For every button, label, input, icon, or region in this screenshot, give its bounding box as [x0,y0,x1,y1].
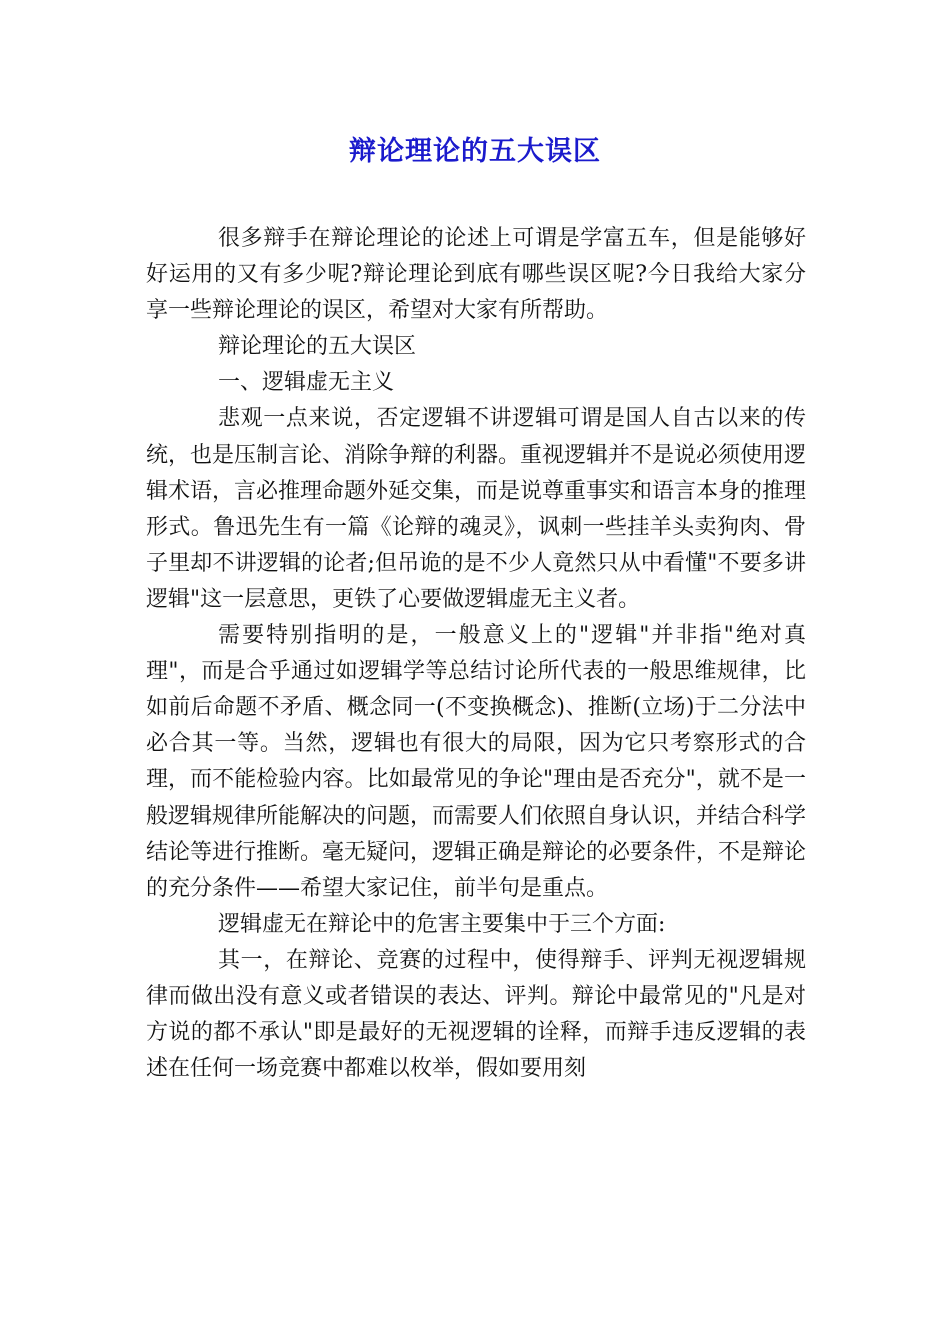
document-title: 辩论理论的五大误区 [349,136,601,167]
paragraph-body: 需要特别指明的是，一般意义上的"逻辑"并非指"绝对真理"，而是合乎通过如逻辑学等总结讨论所代表的一般思维规律，比如前后命题不矛盾、概念同一(不变换概念)、推断(立场)于二分法中必合其一等。当然，逻辑也有很大的局限，因为它只考察形式的合理，而不能检验内容。比如最常见的争论"理由是否充分"，就不是一般逻辑规律所能解决的问题，而需要人们依照自身认识，并结合科学结论等进行推断。毫无疑问，逻辑正确是辩论的必要条件，不是辩论的充分条件——希望大家记住，前半句是重点。 [146,623,807,901]
paragraph-heading: 辩论理论的五大误区 [218,334,417,360]
paragraph-body: 悲观一点来说，否定逻辑不讲逻辑可谓是国人自古以来的传统，也是压制言论、消除争辩的利器。重视逻辑并不是说必须使用逻辑术语，言必推理命题外延交集，而是说尊重事实和语言本身的推理形式。鲁迅先生有一篇《论辩的魂灵》，讽刺一些挂羊头卖狗肉、骨子里却不讲逻辑的论者;但吊诡的是不少人竟然只从中看懂"不要多讲逻辑"这一层意思，更铁了心要做逻辑虚无主义者。 [146,406,807,612]
section-heading-1: 一、逻辑虚无主义 [218,370,395,396]
paragraph-body: 逻辑虚无在辩论中的危害主要集中于三个方面: [218,911,666,937]
paragraph-body: 其一，在辩论、竞赛的过程中，使得辩手、评判无视逻辑规律而做出没有意义或者错误的表达、评判。辩论中最常见的"凡是对方说的都不承认"即是最好的无视逻辑的诠释，而辩手违反逻辑的表述在任何一场竞赛中都难以枚举，假如要用刻 [146,947,806,1082]
paragraph-intro: 很多辩手在辩论理论的论述上可谓是学富五车，但是能够好好运用的又有多少呢?辩论理论到底有哪些误区呢?今日我给大家分享一些辩论理论的误区，希望对大家有所帮助。 [146,226,806,324]
document-body [146,221,806,1087]
